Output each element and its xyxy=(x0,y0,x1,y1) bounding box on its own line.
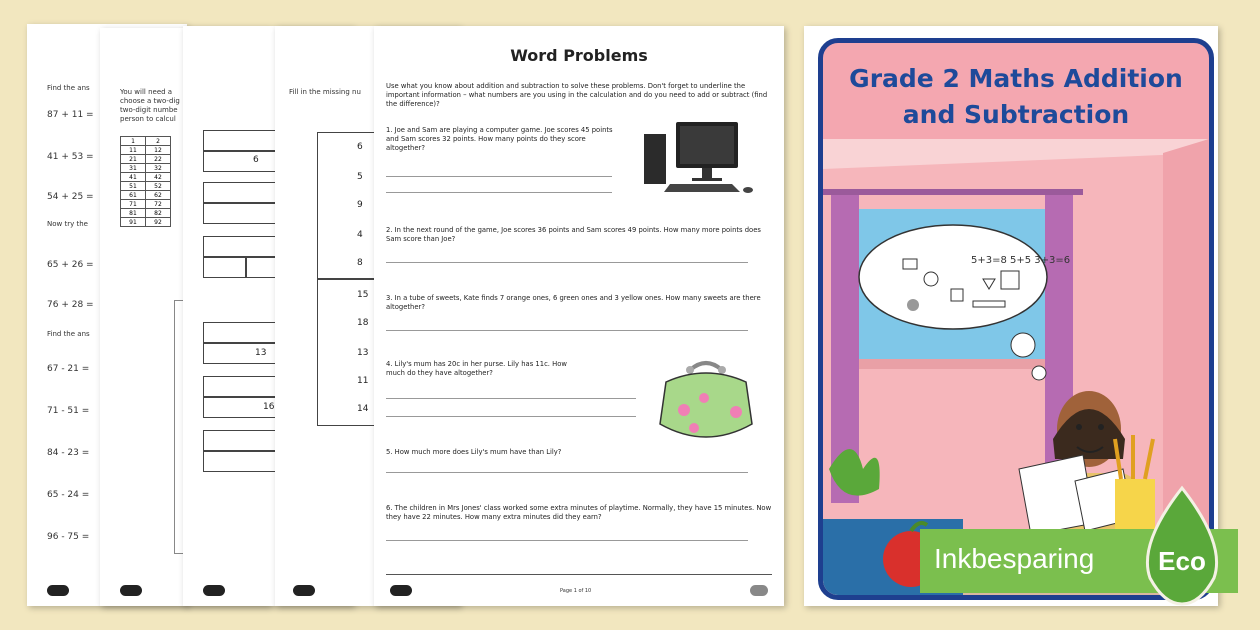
table-row xyxy=(121,191,171,200)
grid-number: 18 xyxy=(357,318,369,328)
equation-line: 67 - 21 = xyxy=(47,364,90,374)
table-cell: 92 xyxy=(146,218,171,227)
table-cell: 2 xyxy=(146,137,171,146)
cover-title-line-2: and Subtraction xyxy=(902,100,1130,129)
eco-leaf-icon xyxy=(1136,484,1228,610)
table-cell: 12 xyxy=(146,146,171,155)
twinkl-logo xyxy=(203,585,225,596)
box-number: 6 xyxy=(253,155,259,165)
equation-line: Find the ans xyxy=(47,330,90,338)
twinkl-logo xyxy=(390,585,412,596)
grid-number: 11 xyxy=(357,376,369,386)
footer-icon xyxy=(750,585,768,596)
table-cell: 72 xyxy=(146,200,171,209)
instruction-line: You will need a xyxy=(120,88,173,96)
instructions: Fill in the missing nu xyxy=(289,88,361,96)
grid-number: 8 xyxy=(357,258,363,268)
table-cell: 52 xyxy=(146,182,171,191)
equation-line: 87 + 11 = xyxy=(47,110,94,120)
answer-line xyxy=(386,472,748,473)
table-row xyxy=(121,137,171,146)
table-row xyxy=(121,218,171,227)
answer-line xyxy=(386,416,636,417)
grid-number: 9 xyxy=(357,200,363,210)
eco-badge-text: Eco xyxy=(1158,546,1206,576)
grid-number: 15 xyxy=(357,290,369,300)
table-cell: 11 xyxy=(121,146,146,155)
table-cell: 71 xyxy=(121,200,146,209)
table-cell: 51 xyxy=(121,182,146,191)
table-cell: 91 xyxy=(121,218,146,227)
box-number: 13 xyxy=(255,348,267,358)
grid-number: 13 xyxy=(357,348,369,358)
instruction-line: choose a two-dig xyxy=(120,97,180,105)
question-1: 1. Joe and Sam are playing a computer game. Joe scores 45 points and Sam scores 32 points. How many points do they score altogether? xyxy=(386,126,613,152)
table-row xyxy=(121,200,171,209)
question-6: 6. The children in Mrs Jones' class worked some extra minutes of playtime. Normally, they have 15 minutes. Now they have 22 minutes. How many extra minutes did they earn? xyxy=(386,504,772,521)
instruction-line: two-digit numbe xyxy=(120,106,178,114)
answer-line xyxy=(386,176,612,177)
twinkl-logo xyxy=(120,585,142,596)
table-cell: 61 xyxy=(121,191,146,200)
equation-line: 65 - 24 = xyxy=(47,490,90,500)
question-3: 3. In a tube of sweets, Kate finds 7 orange ones, 6 green ones and 3 yellow ones. How many sweets are there altogether? xyxy=(386,294,761,311)
table-cell: 42 xyxy=(146,173,171,182)
purse-icon xyxy=(656,354,756,446)
equation-line: 76 + 28 = xyxy=(47,300,94,310)
table-row xyxy=(121,155,171,164)
equation-line: 41 + 53 = xyxy=(47,152,94,162)
table-cell: 21 xyxy=(121,155,146,164)
table-row xyxy=(121,146,171,155)
question-4: 4. Lily's mum has 20c in her purse. Lily has 11c. How much do they have altogether? xyxy=(386,360,567,377)
equation-line: 71 - 51 = xyxy=(47,406,90,416)
equation-line: 84 - 23 = xyxy=(47,448,90,458)
page-title: Word Problems xyxy=(510,46,648,65)
answer-line xyxy=(386,540,748,541)
banner-label: Inkbesparing xyxy=(934,543,1095,574)
table-cell: 62 xyxy=(146,191,171,200)
table-cell: 22 xyxy=(146,155,171,164)
box-number: 16 xyxy=(263,402,275,412)
answer-line xyxy=(386,398,636,399)
equation-line: Now try the xyxy=(47,220,88,228)
box-divider xyxy=(245,256,247,278)
answer-line xyxy=(386,330,748,331)
table-cell: 32 xyxy=(146,164,171,173)
table-cell: 82 xyxy=(146,209,171,218)
table-cell: 31 xyxy=(121,164,146,173)
table-cell: 81 xyxy=(121,209,146,218)
cover-title xyxy=(823,61,1209,133)
grid-number: 4 xyxy=(357,230,363,240)
equation-line: 96 - 75 = xyxy=(47,532,90,542)
twinkl-logo xyxy=(293,585,315,596)
worksheet-word-problems xyxy=(374,26,784,606)
table-row xyxy=(121,209,171,218)
hundred-square-table xyxy=(120,136,171,227)
table-row xyxy=(121,182,171,191)
question-5: 5. How much more does Lily's mum have than Lily? xyxy=(386,448,562,456)
answer-line xyxy=(386,192,612,193)
equation-line: Find the ans xyxy=(47,84,90,92)
computer-icon xyxy=(640,118,760,198)
grid-number: 6 xyxy=(357,142,363,152)
instruction-line: person to calcul xyxy=(120,115,176,123)
answer-line xyxy=(386,262,748,263)
twinkl-logo xyxy=(47,585,69,596)
cover-title-line-1: Grade 2 Maths Addition xyxy=(849,64,1183,93)
equation-line: 65 + 26 = xyxy=(47,260,94,270)
grid-number: 5 xyxy=(357,172,363,182)
grid-number: 14 xyxy=(357,404,369,414)
thought-text: 5+3=8 5+5 3+3=6 xyxy=(971,255,1071,266)
page-number: Page 1 of 10 xyxy=(560,588,592,594)
table-cell: 41 xyxy=(121,173,146,182)
question-2: 2. In the next round of the game, Joe scores 36 points and Sam scores 49 points. How many more points does Sam score than Joe? xyxy=(386,226,761,243)
table-cell: 1 xyxy=(121,137,146,146)
footer-divider xyxy=(386,574,772,575)
equation-line: 54 + 25 = xyxy=(47,192,94,202)
table-row xyxy=(121,164,171,173)
table-row xyxy=(121,173,171,182)
instructions: Use what you know about addition and subtraction to solve these problems. Don't forget to underline the important information – what numbers are you using in the calculation and do you need to add or subtract (find the difference)? xyxy=(386,82,768,108)
